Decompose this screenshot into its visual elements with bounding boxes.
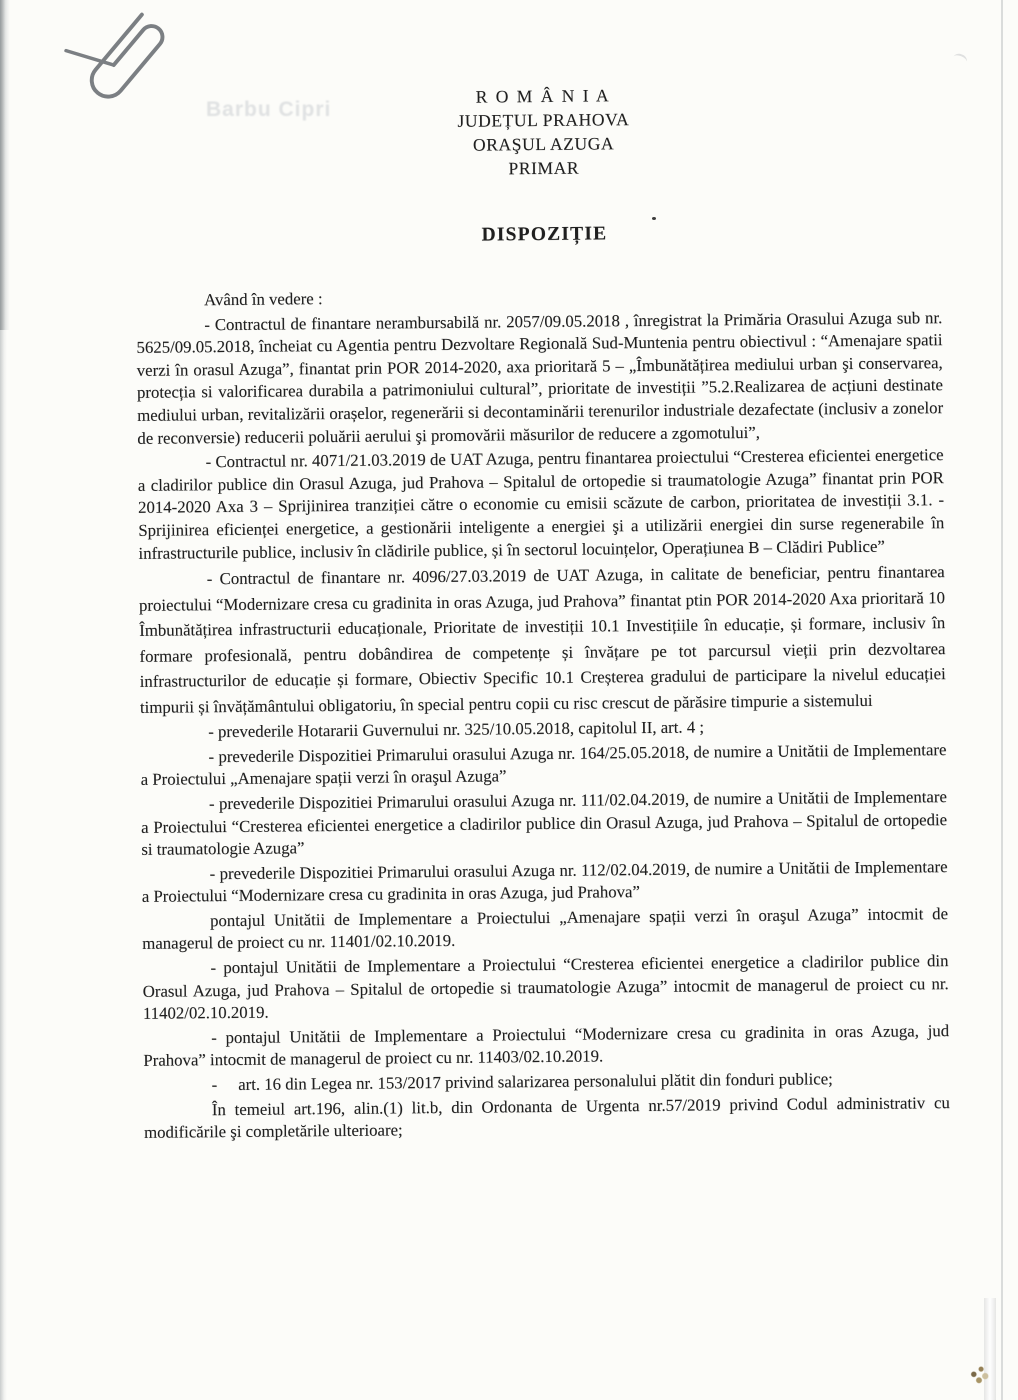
ink-smudge	[966, 1360, 992, 1386]
paragraph-dispozitie-112: - prevederile Dispozitiei Primarului orasului Azuga nr. 112/02.04.2019, de numire a Unitătii de Implementare a Proiectului “Modernizare cresa cu gradinita in oras Azuga, jud Prahova”	[141, 856, 948, 907]
paragraph-contract-4071: - Contractul nr. 4071/21.03.2019 de UAT Azuga, pentru finantarea proiectului “Cresterea eficientei energetice a cladirilor publice din Orasul Azuga, jud Prahova – Spitalul de ortopedie si traumatologie Azuga” finantat prin POR 2014-2020 Axa 3 – Sprijinirea tranziției către o economie cu emisii scăzute de carbon, prioritatea de investiții 3.1. - Sprijinirea eficienței energetice, a gestionării inteligente a energiei şi a utilizării energiei din surse regenerabile în infrastructurile publice, inclusiv în clădirile publice, și în sectorul locuințelor, Operațiunea B – Clădiri Publice”	[137, 445, 945, 563]
paragraph-dispozitie-164: - prevederile Dispozitiei Primarului orasului Azuga nr. 164/25.05.2018, de numire a Unitătii de Implementare a Proiectului „Amenajare spații verzi în oraşul Azuga”	[140, 739, 947, 790]
document-body	[136, 282, 950, 1145]
header-county: JUDEȚUL PRAHOVA	[457, 109, 630, 131]
paragraph-pontaj-11402: - pontajul Unitătii de Implementare a Proiectului “Cresterea eficientei energetice a cladirilor publice din Orasul Azuga, jud Prahova – Spitalul de ortopedie si traumatologie Azuga” intocmit de managerul de proiect cu nr. 11402/02.10.2019.	[142, 951, 949, 1024]
header-city: ORAŞUL AZUGA	[472, 133, 615, 155]
bleed-through-text: Barbu Cipri	[206, 98, 332, 121]
paragraph-temei-oug-57: În temeiul art.196, alin.(1) lit.b, din Ordonanta de Urgenta nr.57/2019 privind Codul administrativ cu modificările şi completările ulterioare;	[143, 1092, 950, 1143]
document-content	[134, 80, 950, 1147]
intro-line: Având în vedere :	[203, 289, 323, 310]
header-country: R O M Â N I A	[475, 85, 611, 107]
paragraph-hg-325: - prevederile Hotararii Guvernului nr. 325/10.05.2018, capitolul II, art. 4 ;	[208, 717, 705, 742]
paragraph-pontaj-11403: - pontajul Unitătii de Implementare a Proiectului “Modernizare cresa cu gradinita in oras Azuga, jud Prahova” intocmit de managerul de proiect cu nr. 11403/02.10.2019.	[143, 1020, 950, 1071]
document-header	[134, 80, 941, 184]
header-office: PRIMAR	[508, 157, 580, 179]
scan-edge-left-top	[0, 0, 10, 330]
paragraph-pontaj-11401: pontajul Unitătii de Implementare a Proiectului „Amenajare spații verzi în oraşul Azuga” intocmit de managerul de proiect cu nr. 11401/02.10.2019.	[142, 903, 949, 954]
page-title: DISPOZIȚIE	[481, 223, 608, 246]
scan-edge-right	[1001, 0, 1003, 1400]
paragraph-legea-153: - art. 16 din Legea nr. 153/2017 privind salarizarea personalului plătit din fonduri publice;	[211, 1069, 833, 1095]
faint-scan-mark	[951, 52, 968, 67]
paragraph-dispozitie-111: - prevederile Dispozitiei Primarului orasului Azuga nr. 111/02.04.2019, de numire a Unitătii de Implementare a Proiectului “Cresterea eficientei energetice a cladirilor publice din Orasul Azuga, jud Prahova – Spitalul de ortopedie si traumatologie Azuga”	[141, 787, 948, 859]
paragraph-contract-4096: - Contractul de finantare nr. 4096/27.03.2019 de UAT Azuga, in calitate de beneficiar, pentru finantarea proiectului “Modernizare cresa cu gradinita in oras Azuga, jud Prahova” finantat ptin POR 2014-2020 Axa prioritară 10 Îmbunătățirea infrastructurii educaționale, Prioritate de investiții 10.1 Investițiile în educație, și formare, inclusiv în formare profesională, pentru dobândirea de competențe și învățare pe tot parcursul vieții prin dezvoltarea infrastructurilor de educație și formare, Obiectiv Specific 10.1 Creșterea gradului de participare la nivelul educației timpurii și învățământului obligatoriu, în special pentru copii cu risc crescut de părăsire timpurie a sistemului	[138, 562, 946, 717]
paragraph-contract-2057: - Contractul de finantare nerambursabilă nr. 2057/09.05.2018 , înregistrat la Primăria Orasului Azuga sub nr. 5625/09.05.2018, încheiat cu Agentia pentru Dezvoltare Regională Sud-Muntenia pentru obiectivul : “Amenajare spatii verzi în orasul Azuga”, finantat prin POR 2014-2020, axa prioritară 5 – „Îmbunătățirea mediului urban şi conservarea, protecția si valorificarea durabila a patrimoniului cultural”, prioritate de investiții ”5.2.Realizarea de acțiuni destinate mediului urban, revitalizării orașelor, regenerării si decontaminării terenurilor industriale dezafectate (inclusiv a zonelor de reconversie) reducerii poluării aerului şi promovării măsurilor de reducere a zgomotului”,	[136, 307, 944, 448]
